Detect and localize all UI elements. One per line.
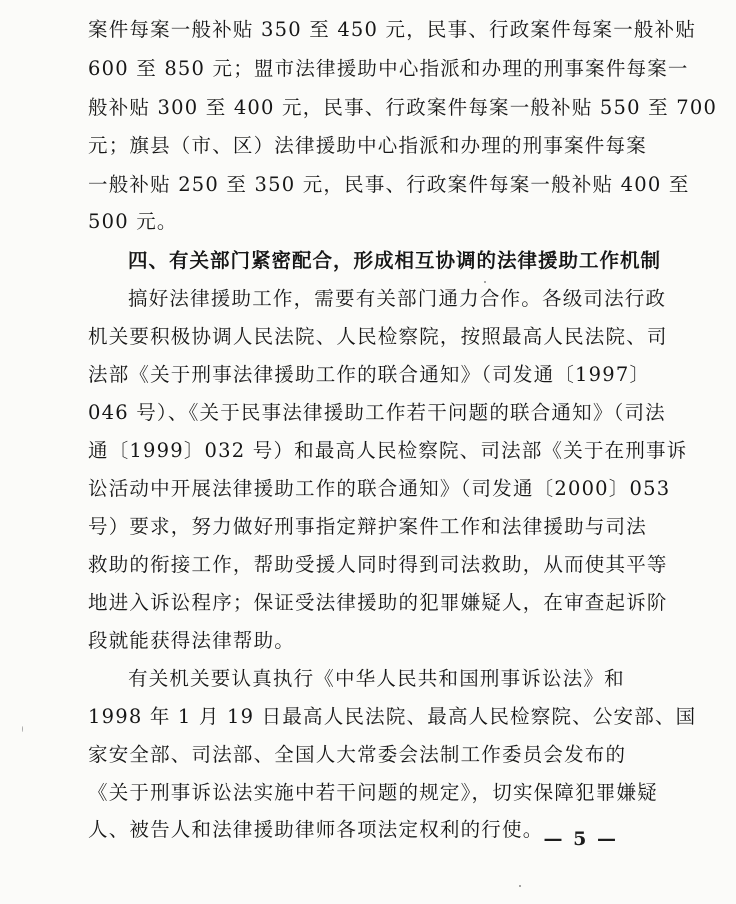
text-line: 般补贴 300 至 400 元，民事、行政案件每案一般补贴 550 至 700 [88,96,718,119]
text-line: 一般补贴 250 至 350 元，民事、行政案件每案一般补贴 400 至 [88,173,690,196]
scan-speck [22,726,23,732]
text-line: 地进入诉讼程序；保证受法律援助的犯罪嫌疑人，在审查起诉阶 [88,591,668,614]
text-line: 有关机关要认真执行《中华人民共和国刑事诉讼法》和 [128,667,625,690]
text-line: 案件每案一般补贴 350 至 450 元，民事、行政案件每案一般补贴 [88,18,697,41]
page-number: — 5 — [543,828,618,850]
text-line: 600 至 850 元；盟市法律援助中心指派和办理的刑事案件每案一 [88,57,689,80]
text-line: 讼活动中开展法律援助工作的联合通知》（司发通〔2000〕053 [88,477,671,500]
text-line: 1998 年 1 月 19 日最高人民法院、最高人民检察院、公安部、国 [88,705,697,728]
text-line: 《关于刑事诉讼法实施中若干问题的规定》，切实保障犯罪嫌疑 [88,781,658,804]
text-line: 家安全部、司法部、全国人大常委会法制工作委员会发布的 [88,743,627,766]
text-line: 500 元。 [88,210,178,233]
section-heading: 四、有关部门紧密配合，形成相互协调的法律援助工作机制 [128,249,662,272]
text-line: 人、被告人和法律援助律师各项法定权利的行使。 [88,818,544,841]
scan-speck [484,281,486,283]
text-line: 救助的衔接工作，帮助受援人同时得到司法救助，从而使其平等 [88,553,668,576]
text-line: 搞好法律援助工作，需要有关部门通力合作。各级司法行政 [128,287,667,310]
text-line: 机关要积极协调人民法院、人民检察院，按照最高人民法院、司 [88,325,668,348]
scan-speck [519,885,521,887]
text-line: 号）要求，努力做好刑事指定辩护案件工作和法律援助与司法 [88,515,647,538]
text-line: 法部《关于刑事法律援助工作的联合通知》（司发通〔1997〕 [88,363,651,386]
text-line: 通〔1999〕032 号）和最高人民检察院、司法部《关于在刑事诉 [88,439,688,462]
text-line: 段就能获得法律帮助。 [88,629,296,652]
text-line: 元；旗县（市、区）法律援助中心指派和办理的刑事案件每案 [88,134,647,157]
text-line: 046 号）、《关于民事法律援助工作若干问题的联合通知》（司法 [88,401,666,424]
